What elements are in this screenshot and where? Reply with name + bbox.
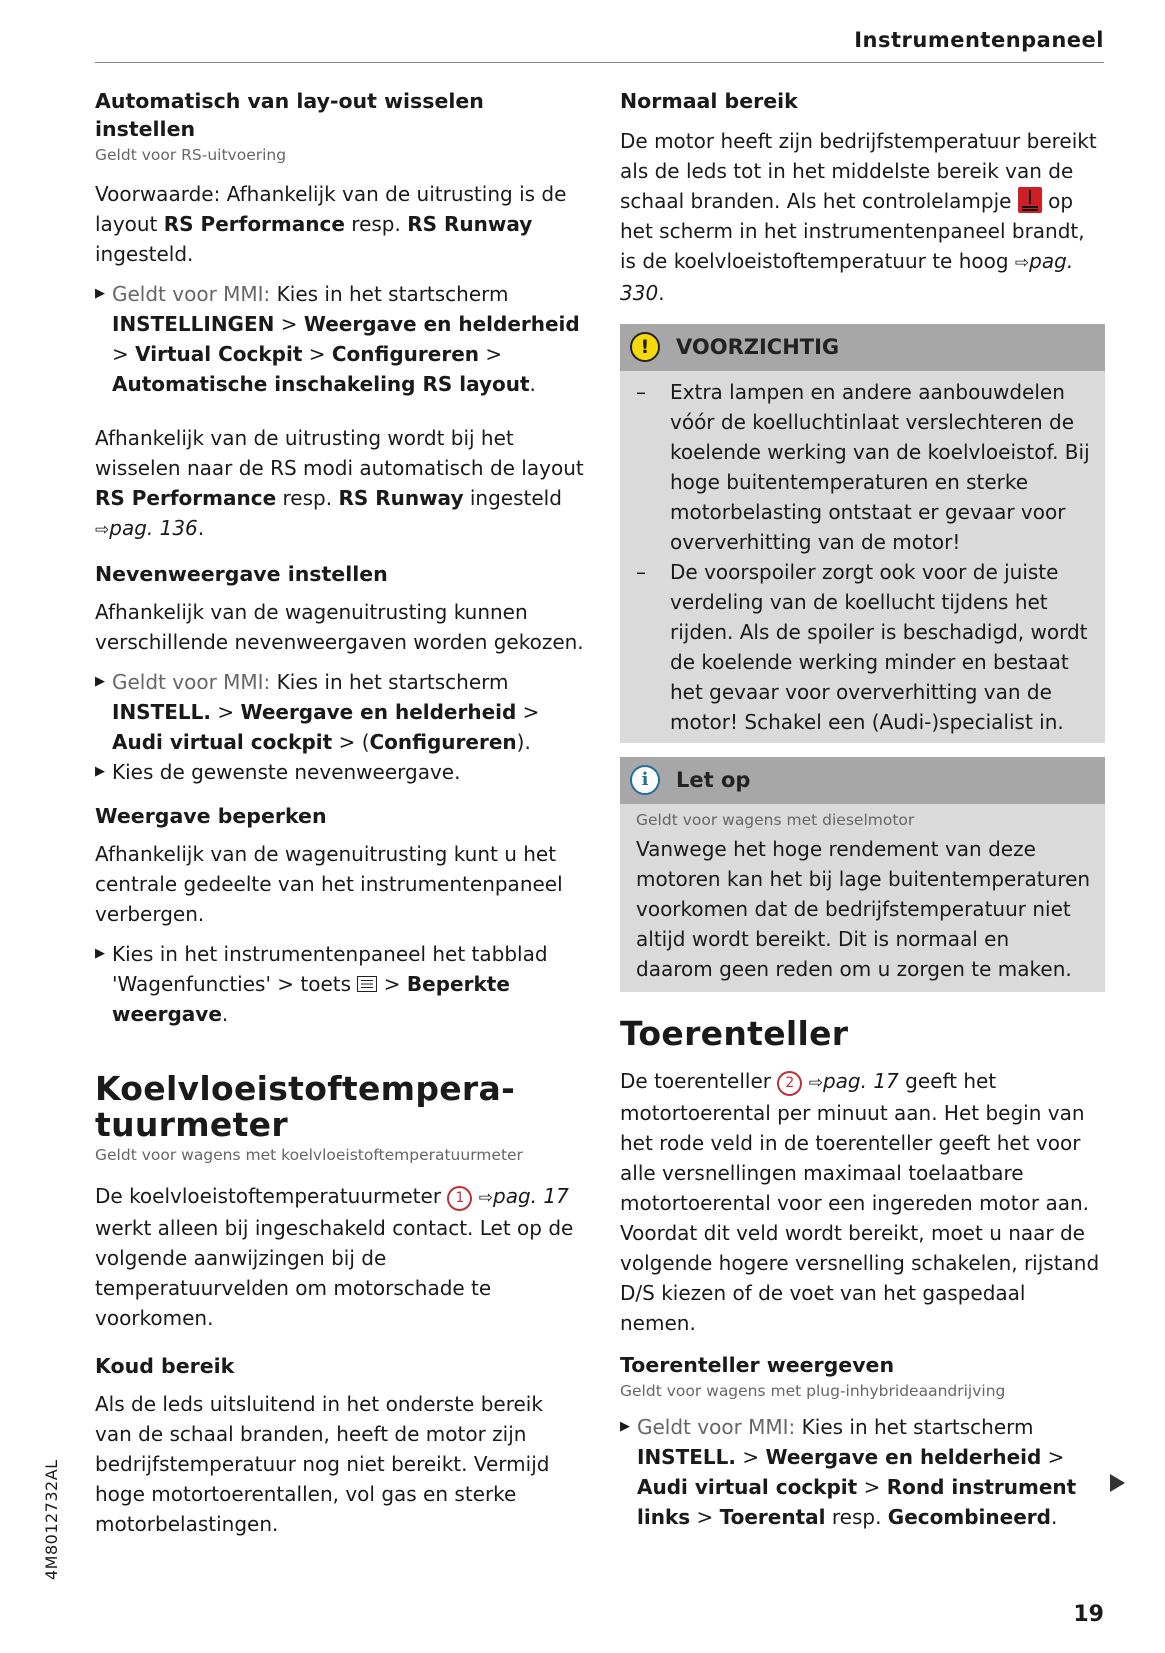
section-heading: Normaal bereik xyxy=(620,89,798,113)
paragraph: De toerenteller 2 ⇨pag. 17 geeft het motortoerental per minuut aan. Het begin van het rode veld in de toerenteller geeft het voor alle versnellingen maximaal toelaatbare motortoerental voor een ingereden motor aan. Voordat dit veld wordt bereikt, moet u naar de volgende hogere versnelling schakelen, rijstand D/S kiezen of de voet van het gaspedaal nemen. xyxy=(620,1068,1100,1335)
menu-list-icon xyxy=(357,976,377,992)
section-normaal xyxy=(620,88,1105,308)
section-neven xyxy=(95,561,585,787)
callout-number: 2 xyxy=(777,1071,802,1096)
paragraph: Afhankelijk van de uitrusting wordt bij het wisselen naar de RS modi automatisch de layout RS Performance resp. RS Runway ingesteld ⇨pag. 136. xyxy=(95,426,584,541)
section-heading: Nevenweergave instellen xyxy=(95,562,388,587)
page-reference[interactable]: pag. 17 xyxy=(493,1183,569,1208)
info-icon: i xyxy=(630,765,660,795)
instruction-step: ▶ Kies de gewenste nevenweergave. xyxy=(95,757,585,787)
paragraph: De motor heeft zijn bedrijfstemperatuur bereikt als de leds tot in het middelste bereik van de schaal branden. Als het controlelampje op het scherm in het instrumentenpaneel brandt, is de koelvloeistoftemperatuur te hoog ⇨pag. 330. xyxy=(620,128,1097,305)
section-beperken xyxy=(95,803,585,1029)
applies-note: Geldt voor wagens met koelvloeistoftemperatuurmeter xyxy=(95,1145,523,1164)
arrow-right-outline-icon: ⇨ xyxy=(95,520,110,541)
caution-box xyxy=(620,324,1105,743)
instruction-step: ▶ Kies in het instrumentenpaneel het tabblad 'Wagenfuncties' > toets > Beperkte weergave. xyxy=(95,939,585,1029)
section-koelvloeistof xyxy=(95,1068,585,1539)
page-header-title: Instrumentenpaneel xyxy=(854,28,1104,52)
coolant-warning-lamp-icon xyxy=(1018,187,1042,213)
header-divider xyxy=(95,62,1104,63)
paragraph: De koelvloeistoftemperatuurmeter 1 ⇨pag. 17 werkt alleen bij ingeschakeld contact. Let op de volgende aanwijzingen bij de temperatuurvelden om motorschade te voorkomen. xyxy=(95,1183,574,1330)
triangle-right-icon: ▶ xyxy=(95,286,105,302)
right-column xyxy=(620,88,1105,1532)
callout-number: 1 xyxy=(447,1186,472,1211)
list-item: – Extra lampen en andere aanbouwdelen vóór de koelluchtinlaat verslechteren de koelende werking van de koelvloeistof. Bij hoge buitentemperaturen en sterke motorbelasting ontstaat er gevaar voor oververhitting van de motor! xyxy=(636,379,1090,554)
note-box xyxy=(620,757,1105,992)
instruction-step: ▶ Geldt voor MMI: Kies in het startscherm INSTELLINGEN > Weergave en helderheid > Virtual Cockpit > Configureren > Automatische inschakeling RS layout. xyxy=(95,279,585,399)
section-toerenteller xyxy=(620,1013,1105,1532)
note-box-header xyxy=(620,757,1105,804)
caution-title: VOORZICHTIG xyxy=(676,335,840,360)
instruction-step: ▶ Geldt voor MMI: Kies in het startscherm INSTELL. > Weergave en helderheid > Audi virtual cockpit > Rond instrument links > Toerental resp. Gecombineerd. xyxy=(620,1412,1105,1532)
paragraph: Voorwaarde: Afhankelijk van de uitrusting is de layout RS Performance resp. RS Runway ingesteld. xyxy=(95,182,567,267)
triangle-right-icon: ▶ xyxy=(95,764,105,780)
paragraph: Afhankelijk van de wagenuitrusting kunt u het centrale gedeelte van het instrumentenpaneel verbergen. xyxy=(95,841,563,926)
triangle-right-icon: ▶ xyxy=(95,674,105,690)
instruction-step: ▶ Geldt voor MMI: Kies in het startscherm INSTELL. > Weergave en helderheid > Audi virtual cockpit > (Configureren). xyxy=(95,667,585,757)
continue-arrow-icon xyxy=(1110,1474,1125,1492)
caution-box-body xyxy=(620,371,1105,743)
chapter-heading: Koelvloeistoftempera- tuurmeter xyxy=(95,1068,516,1144)
arrow-right-outline-icon: ⇨ xyxy=(808,1072,823,1093)
section-heading: Weergave beperken xyxy=(95,804,327,829)
page-number: 19 xyxy=(1073,1602,1104,1627)
note-title: Let op xyxy=(676,768,751,793)
section-heading: Automatisch van lay-out wisselen instellen xyxy=(95,89,484,141)
page-reference[interactable]: pag. 136 xyxy=(109,516,198,541)
section-heading: Koud bereik xyxy=(95,1353,235,1378)
page-reference[interactable]: pag. 17 xyxy=(822,1068,899,1093)
applies-note: Geldt voor RS-uitvoering xyxy=(95,146,287,165)
applies-note: Geldt voor wagens met plug-inhybrideaandrijving xyxy=(620,1382,1006,1401)
caution-icon: ! xyxy=(630,332,660,362)
section-auto-layout xyxy=(95,88,585,545)
applies-note: Geldt voor wagens met dieselmotor xyxy=(636,810,915,829)
left-column xyxy=(95,88,585,1539)
arrow-right-outline-icon: ⇨ xyxy=(478,1187,494,1208)
paragraph: Als de leds uitsluitend in het onderste bereik van de schaal branden, heeft de motor zijn bedrijfstemperatuur nog niet bereikt. Vermijd hoge motortoerentallen, vol gas en sterke motorbelastingen. xyxy=(95,1391,550,1536)
triangle-right-icon: ▶ xyxy=(620,1418,630,1434)
arrow-right-outline-icon: ⇨ xyxy=(1014,252,1030,273)
section-heading: Toerenteller weergeven xyxy=(620,1352,895,1377)
chapter-heading: Toerenteller xyxy=(620,1013,849,1053)
triangle-right-icon: ▶ xyxy=(95,945,105,961)
paragraph: Vanwege het hoge rendement van deze motoren kan het bij lage buitentemperaturen voorkomen dat de bedrijfstemperatuur niet altijd wordt bereikt. Dit is normaal en daarom geen reden om u zorgen te maken. xyxy=(636,836,1091,981)
list-item: – De voorspoiler zorgt ook voor de juiste verdeling van de koellucht tijdens het rijden. Als de spoiler is beschadigd, wordt de koelende werking minder en bestaat het gevaar voor oververhitting van de motor! Schakel een (Audi-)specialist in. xyxy=(636,559,1088,734)
document-code: 4M8012732AL xyxy=(42,1459,61,1580)
page-reference[interactable]: pag. 330 xyxy=(620,248,1074,305)
paragraph: Afhankelijk van de wagenuitrusting kunnen verschillende nevenweergaven worden gekozen. xyxy=(95,600,584,655)
caution-box-header xyxy=(620,324,1105,371)
